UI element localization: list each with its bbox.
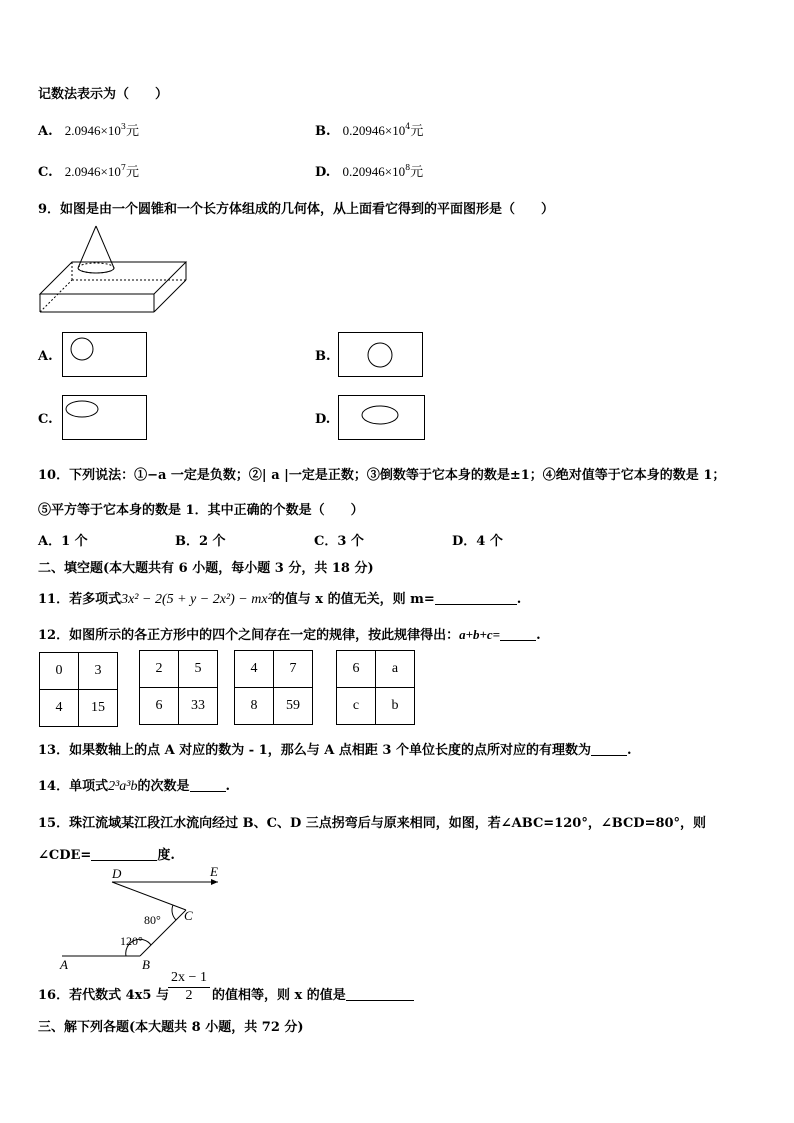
q9-option-b: B. [315,349,331,364]
river-angle-figure [52,862,232,974]
q11-polynomial: 3x² − 2(5 + y − 2x²) − mx² [121,592,272,607]
q9-stem: 9．如图是由一个圆锥和一个长方体组成的几何体，从上面看它得到的平面图形是（ ） [38,202,555,217]
q14-answer-blank [190,779,226,792]
q9-option-a: A. [38,349,53,364]
label-a: A [60,957,68,972]
q12: 12．如图所示的各正方形中的四个之间存在一定的规律，按此规律得出：a+b+c= . [38,627,541,643]
q12-answer-blank [500,628,536,641]
option-d-figure [338,395,426,441]
q10-line2: ⑤平方等于它本身的数是 1．其中正确的个数是（ ） [38,503,364,518]
option-c-figure [62,395,148,441]
q9-option-d: D. [315,412,331,427]
q8-option-a: A. $2.0946\times 10^3$元 [38,122,139,139]
option-b-figure [338,332,424,378]
label-angle-c: 80° [144,913,161,927]
q8-option-c: C. $2.0946\times 10^7$元 [38,163,139,180]
q13: 13．如果数轴上的点 A 对应的数为 - 1，那么与 A 点相距 3 个单位长度的点所对应的有理数为 . [38,743,632,758]
label-d: D [112,866,122,881]
q16-answer-blank [346,988,414,1001]
q10-option-a: A．1 个 [38,534,88,549]
label-c: C [184,908,193,923]
q15-line2: ∠CDE= 度. [38,848,175,863]
label-angle-b: 120° [120,934,143,948]
pattern-grid-3: 4 7 8 59 [234,650,313,725]
q8-option-b: B. $0.20946\times 10^4$元 [315,122,424,139]
q8-option-d: D. $0.20946\times 10^8$元 [315,163,424,180]
q11: 11．若多项式3x² − 2(5 + y − 2x²) − mx²的值与 x 的值无关，则 m= . [38,592,522,607]
q14-monomial: 2³a³b [108,779,138,794]
q15-line1: 15．珠江流域某江段江水流向经过 B、C、D 三点拐弯后与原来相同，如图，若∠ABC=120°，∠BCD=80°，则 [38,816,707,831]
q13-answer-blank [591,743,627,756]
label-e: E [210,864,218,879]
q10-option-b: B．2 个 [175,534,226,549]
q16-prefix: 16．若代数式 4x5 与 [38,988,169,1003]
cone-cuboid-figure [36,224,196,318]
pattern-grid-2: 2 5 6 33 [139,650,218,725]
section-3-heading: 三、解下列各题(本大题共 8 小题，共 72 分) [38,1020,304,1035]
q16-fraction: $\frac{2x - 1}{2}$ [168,970,210,1004]
q14: 14．单项式2³a³b的次数是 . [38,779,231,794]
q15-answer-blank [91,848,157,861]
q8-stem: 记数法表示为（ ） [38,87,169,102]
q9-option-c: C. [38,412,53,427]
label-b: B [142,957,150,972]
q10-option-c: C．3 个 [314,534,364,549]
pattern-grid-1: 0 3 4 15 [39,652,118,727]
section-2-heading: 二、填空题(本大题共有 6 小题，每小题 3 分，共 18 分) [38,561,374,576]
q10-option-d: D．4 个 [452,534,503,549]
q11-answer-blank [435,592,517,605]
q10-line1: 10．下列说法：①−a 一定是负数；②| a |一定是正数；③倒数等于它本身的数是±1；④绝对值等于它本身的数是 1； [38,468,726,483]
pattern-grid-4: 6 a c b [336,650,415,725]
option-a-figure [62,332,148,378]
q16-suffix: 的值相等，则 x 的值是 [212,984,414,1003]
